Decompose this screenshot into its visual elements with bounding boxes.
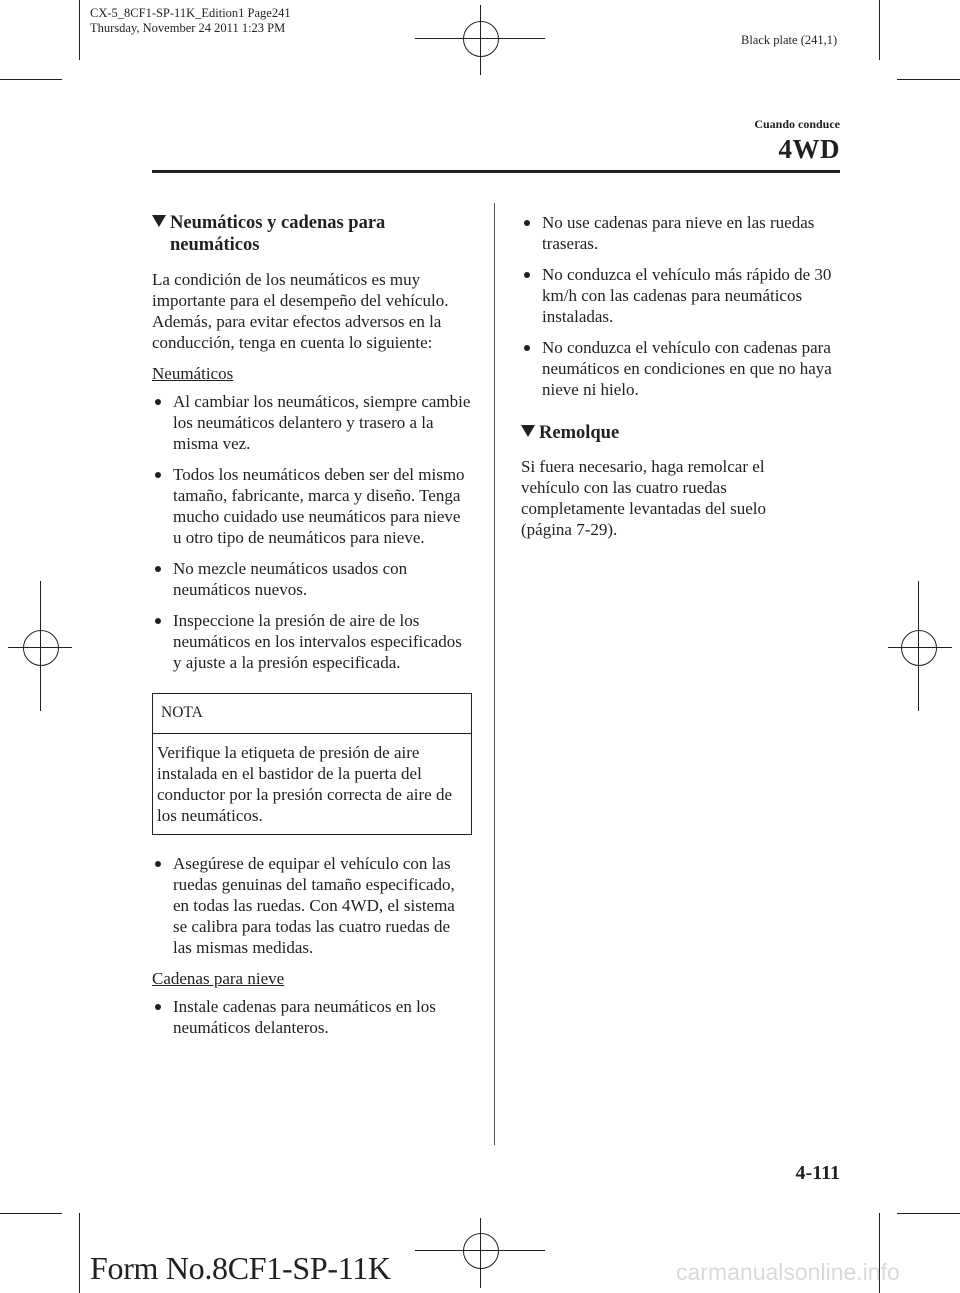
list-item-text: No conduzca el vehículo más rápido de 30 km/h con las cadenas para neumáticos instaladas. — [542, 265, 832, 326]
left-column — [152, 212, 472, 1038]
header-rule — [152, 170, 840, 173]
list-item-text: Inspeccione la presión de aire de los neumáticos en los intervalos especificados y ajuste a la presión especificada. — [173, 611, 462, 672]
list-item-text: Instale cadenas para neumáticos en los neumáticos delanteros. — [173, 997, 436, 1037]
crop-mark — [897, 1213, 960, 1214]
section-heading-tires — [152, 212, 472, 256]
heading-line: Neumáticos y cadenas para — [170, 213, 386, 233]
crop-mark — [79, 1213, 80, 1293]
column-divider — [494, 203, 495, 1145]
registration-circle — [23, 630, 59, 666]
bullet-dot-icon — [155, 472, 161, 478]
list-item — [521, 337, 843, 400]
list-item-text: Asegúrese de equipar el vehículo con las ruedas genuinas del tamaño especificado, en todas las ruedas. Con 4WD, el sistema se calibra para todas las cuatro ruedas de las mismas medidas. — [173, 854, 455, 957]
crop-mark — [879, 0, 880, 60]
note-title: NOTA — [161, 704, 203, 721]
list-item — [152, 853, 472, 958]
list-item — [152, 558, 472, 600]
triangle-bullet-icon — [521, 425, 535, 437]
bullet-dot-icon — [155, 566, 161, 572]
watermark: carmanualsonline.info — [676, 1259, 900, 1285]
list-item — [521, 264, 843, 327]
list-item-text: No mezcle neumáticos usados con neumáticos nuevos. — [173, 559, 408, 599]
registration-circle — [463, 1233, 499, 1269]
registration-circle — [463, 21, 499, 57]
crop-mark — [79, 0, 80, 60]
bullet-dot-icon — [524, 345, 530, 351]
registration-circle — [901, 630, 937, 666]
bullet-dot-icon — [155, 618, 161, 624]
form-number: Form No.8CF1-SP-11K — [90, 1250, 391, 1286]
note-box — [152, 693, 472, 835]
plate-label: Black plate (241,1) — [741, 33, 838, 47]
page-number: 4-111 — [795, 1162, 840, 1184]
note-text: Verifique la etiqueta de presión de aire instalada en el bastidor de la puerta del conductor por la presión correcta de aire de los neumáticos. — [157, 743, 452, 825]
subheading-chains: Cadenas para nieve — [152, 969, 285, 988]
list-item-text: Al cambiar los neumáticos, siempre cambie los neumáticos delantero y trasero a la misma vez. — [173, 392, 471, 453]
heading-line: neumáticos — [170, 235, 260, 255]
tow-paragraph: Si fuera necesario, haga remolcar el vehículo con las cuatro ruedas completamente levantadas del suelo (página 7-29). — [521, 457, 766, 539]
section-heading-tow — [521, 422, 843, 444]
intro-paragraph: La condición de los neumáticos es muy importante para el desempeño del vehículo. Además, para evitar efectos adversos en la conducción, tenga en cuenta lo siguiente: — [152, 270, 449, 352]
triangle-bullet-icon — [152, 215, 166, 227]
list-item — [152, 996, 472, 1038]
list-item — [152, 610, 472, 673]
right-column — [521, 212, 843, 540]
section-label: Cuando conduce — [754, 117, 840, 131]
list-item — [152, 464, 472, 548]
subheading-tires: Neumáticos — [152, 364, 234, 383]
heading-line: Remolque — [539, 423, 620, 443]
bullet-dot-icon — [155, 399, 161, 405]
bullet-dot-icon — [155, 1004, 161, 1010]
crop-mark — [0, 1213, 62, 1214]
bullet-dot-icon — [524, 272, 530, 278]
list-item — [152, 391, 472, 454]
list-item-text: No conduzca el vehículo con cadenas para neumáticos en condiciones en que no haya nieve ni hielo. — [542, 338, 832, 399]
print-file-line: CX-5_8CF1-SP-11K_Edition1 Page241 — [90, 6, 291, 20]
bullet-dot-icon — [155, 861, 161, 867]
bullet-dot-icon — [524, 220, 530, 226]
print-date-line: Thursday, November 24 2011 1:23 PM — [90, 21, 286, 35]
list-item — [521, 212, 843, 254]
list-item-text: Todos los neumáticos deben ser del mismo tamaño, fabricante, marca y diseño. Tenga mucho cuidado use neumáticos para nieve u otro tipo de neumáticos para nieve. — [173, 465, 465, 547]
crop-mark — [0, 79, 62, 80]
crop-mark — [897, 79, 960, 80]
list-item-text: No use cadenas para nieve en las ruedas traseras. — [542, 213, 815, 253]
page-title: 4WD — [778, 134, 840, 164]
